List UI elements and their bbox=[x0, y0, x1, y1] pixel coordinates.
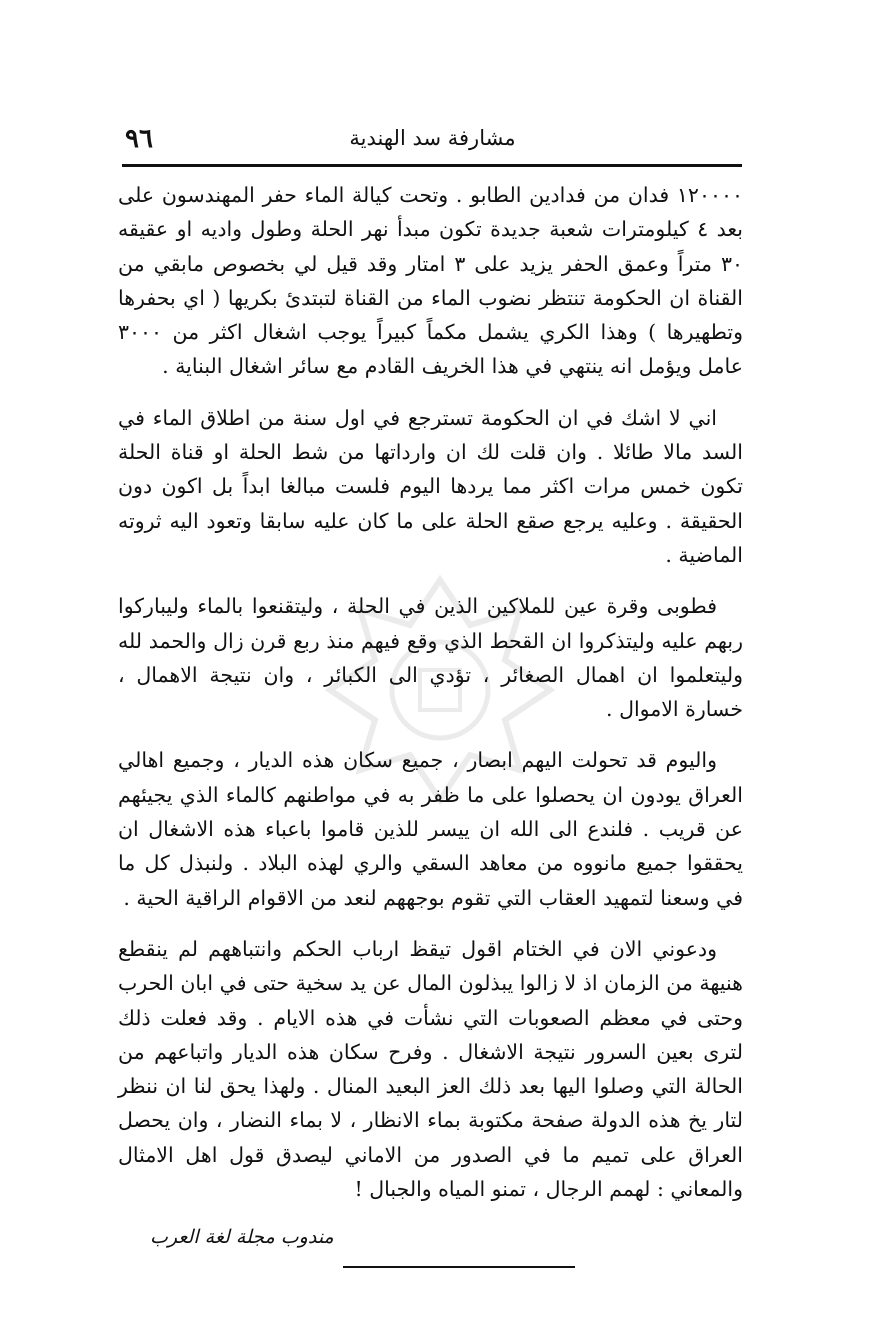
author-signature: مندوب مجلة لغة العرب bbox=[150, 1226, 334, 1248]
page-header bbox=[125, 122, 740, 160]
article-body bbox=[118, 178, 743, 1223]
paragraph: ودعوني الان في الختام اقول تيقظ ارباب الحكم وانتباههم لم ينقطع هنيهة من الزمان اذ لا زالوا يبذلون المال عن يد سخية حتى في ابان الحرب وحتى في معظم الصعوبات التي نشأت في هذه الايام . وقد فعلت ذلك لترى بعين السرور نتيجة الاشغال . وفرح سكان هذه الديار واتباعهم من الحالة التي وصلوا اليها بعد ذلك العز البعيد المنال . ولهذا يحق لنا ان ننظر لتار يخ هذه الدولة صفحة مكتوبة بماء الانظار ، لا بماء النضار ، وان يحصل العراق على تميم ما في الصدور من الاماني ليصدق قول اهل الامثال والمعاني : لهمم الرجال ، تمنو المياه والجبال ! bbox=[118, 936, 743, 1202]
page-number: ٩٦ bbox=[125, 124, 153, 154]
paragraph: اني لا اشك في ان الحكومة تسترجع في اول سنة من اطلاق الماء في السد مالا طائلا . وان قلت لك ان وارداتها من شط الحلة او قناة الحلة تكون خمس مرات اكثر مما يردها اليوم فلست مبالغا ابداً بل اكون دون الحقيقة . وعليه يرجع صقع الحلة على ما كان عليه سابقا وتعود اليه ثروته الماضية . bbox=[118, 405, 743, 567]
paragraph: واليوم قد تحولت اليهم ابصار ، جميع سكان هذه الديار ، وجميع اهالي العراق يودون ان يحصلوا على ما ظفر به في مواطنهم كالماء الذي يجيئهم عن قريب . فلندع الى الله ان ييسر للذين قاموا باعباء هذه الاشغال ان يحققوا جميع مانووه من معاهد السقي والري لهذه البلاد . ولنبذل كل ما في وسعنا لتمهيد العقاب التي تقوم بوجههم لنعد من الاقوام الراقية الحية . bbox=[118, 748, 743, 910]
footer-rule bbox=[343, 1266, 575, 1268]
paragraph: فطوبى وقرة عين للملاكين الذين في الحلة ، وليتقنعوا بالماء وليباركوا ربهم عليه وليتذكروا ان القحط الذي وقع فيهم منذ ربع قرن زال والحمد لله وليتعلموا ان اهمال الصغائر ، تؤدي الى الكبائر ، وان نتيجة الاهمال ، خسارة الاموال . bbox=[118, 594, 743, 722]
header-rule bbox=[122, 164, 742, 167]
running-title: مشارفة سد الهندية bbox=[349, 126, 516, 150]
paragraph: ١٢٠٠٠٠ فدان من فدادين الطابو . وتحت كيالة الماء حفر المهندسون على بعد ٤ كيلومترات شعبة جديدة تكون مبدأ نهر الحلة وطول واديه او عقيقه ٣٠ متراً وعمق الحفر يزيد على ٣ امتار وقد قيل لي بخصوص مابقي من القناة ان الحكومة تنتظر نضوب الماء من القناة لتبتدئ بكريها ( اي بحفرها وتطهيرها ) وهذا الكري يشمل مكماً كبيراً يوجب اشغال اكثر من ٣٠٠٠ عامل ويؤمل انه ينتهي في هذا الخريف القادم مع سائر اشغال البناية . bbox=[118, 183, 744, 379]
